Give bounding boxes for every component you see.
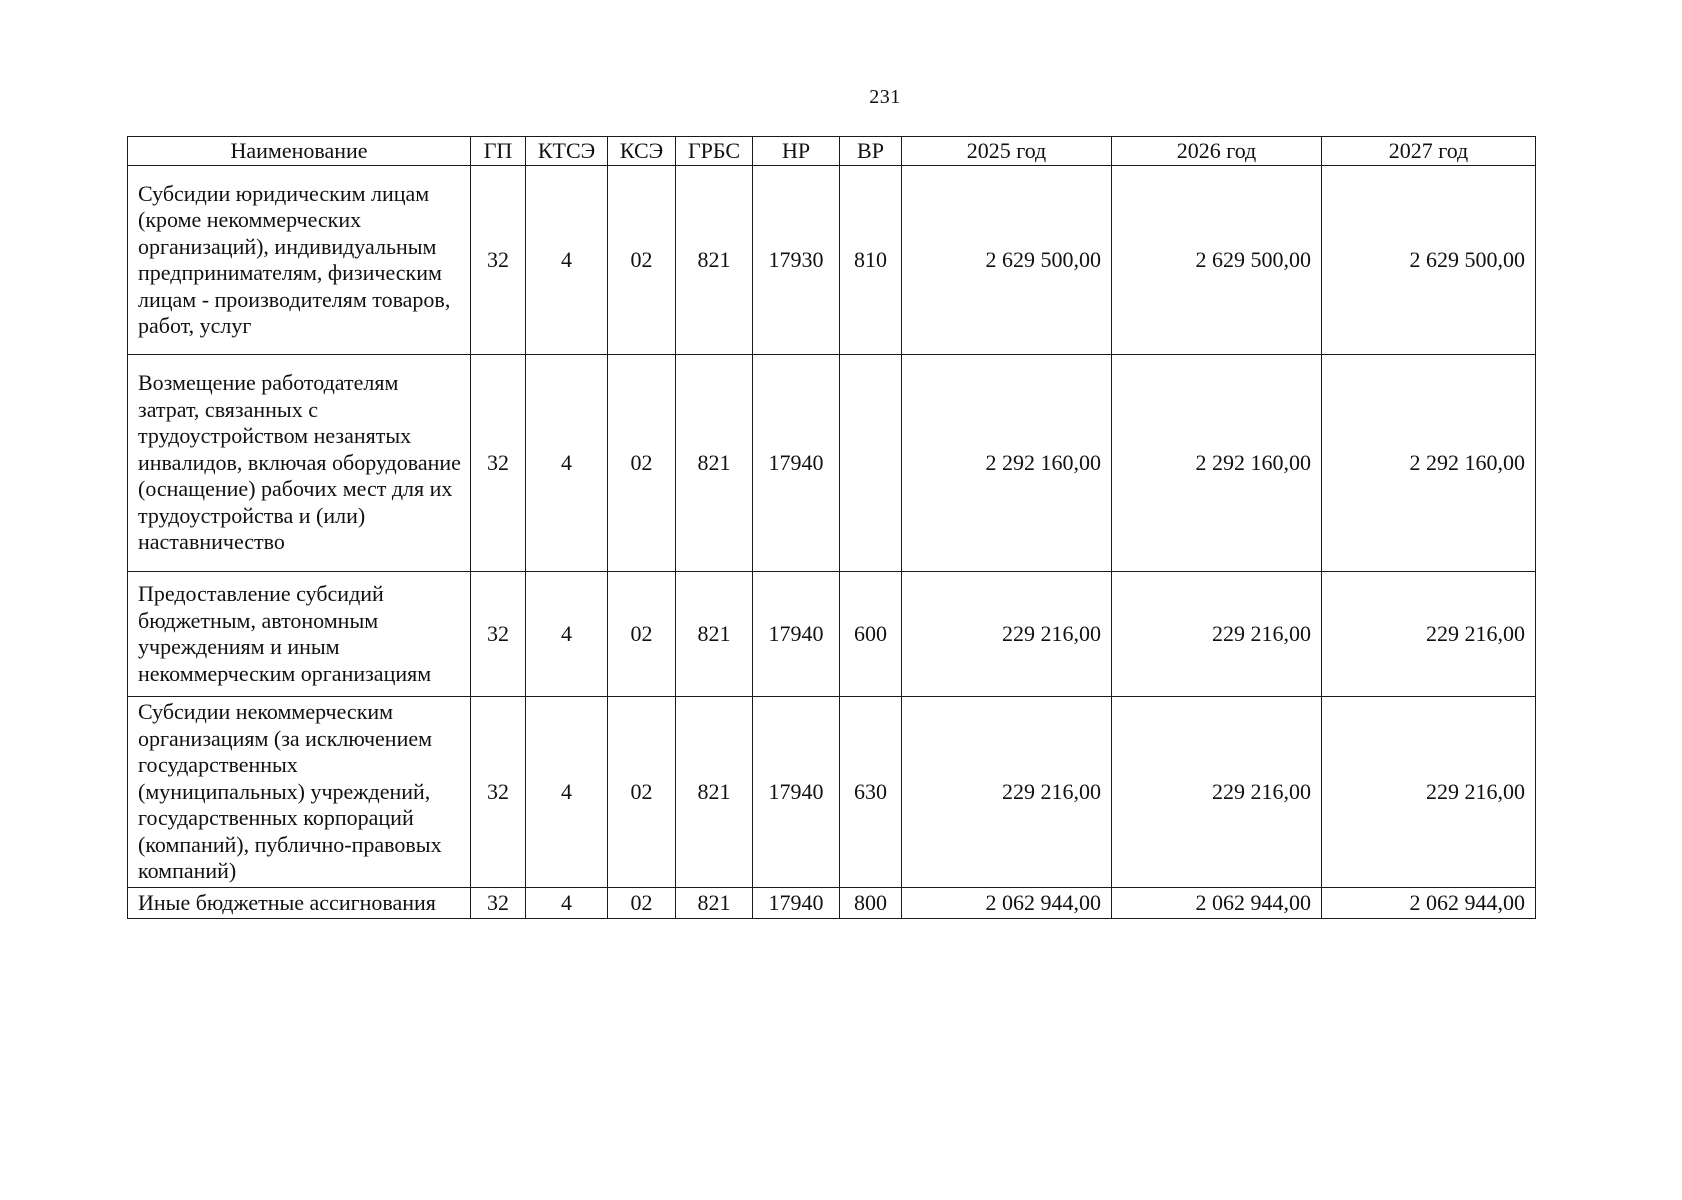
cell-2027: 229 216,00 xyxy=(1322,697,1536,888)
cell-2026: 2 292 160,00 xyxy=(1112,355,1322,572)
table-row xyxy=(128,166,1536,355)
cell-grbs: 821 xyxy=(676,572,753,697)
header-nr: НР xyxy=(753,137,840,166)
cell-kse: 02 xyxy=(608,166,676,355)
cell-grbs: 821 xyxy=(676,697,753,888)
cell-2026: 229 216,00 xyxy=(1112,572,1322,697)
cell-kse: 02 xyxy=(608,355,676,572)
cell-gp: 32 xyxy=(471,166,526,355)
cell-name: Субсидии некоммерческим организациям (за исключением государственных (муниципальных) учреждений, государственных корпораций (компаний), публично-правовых компаний) xyxy=(128,697,471,888)
cell-2025: 2 292 160,00 xyxy=(902,355,1112,572)
table-row xyxy=(128,697,1536,888)
header-grbs: ГРБС xyxy=(676,137,753,166)
cell-2025: 229 216,00 xyxy=(902,697,1112,888)
cell-gp: 32 xyxy=(471,887,526,918)
cell-ktse: 4 xyxy=(526,697,608,888)
cell-vr: 800 xyxy=(840,887,902,918)
cell-2027: 2 062 944,00 xyxy=(1322,887,1536,918)
header-name: Наименование xyxy=(128,137,471,166)
cell-nr: 17940 xyxy=(753,572,840,697)
cell-nr: 17940 xyxy=(753,355,840,572)
cell-ktse: 4 xyxy=(526,355,608,572)
cell-2026: 2 062 944,00 xyxy=(1112,887,1322,918)
header-row xyxy=(128,137,1536,166)
cell-vr: 630 xyxy=(840,697,902,888)
table-row xyxy=(128,355,1536,572)
budget-table xyxy=(127,136,1536,919)
header-2027: 2027 год xyxy=(1322,137,1536,166)
cell-name: Иные бюджетные ассигнования xyxy=(128,887,471,918)
cell-gp: 32 xyxy=(471,355,526,572)
header-vr: ВР xyxy=(840,137,902,166)
cell-2026: 229 216,00 xyxy=(1112,697,1322,888)
cell-grbs: 821 xyxy=(676,887,753,918)
cell-vr: 810 xyxy=(840,166,902,355)
header-kse: КСЭ xyxy=(608,137,676,166)
cell-gp: 32 xyxy=(471,697,526,888)
cell-vr xyxy=(840,355,902,572)
cell-2026: 2 629 500,00 xyxy=(1112,166,1322,355)
cell-nr: 17940 xyxy=(753,887,840,918)
cell-2027: 2 292 160,00 xyxy=(1322,355,1536,572)
cell-vr: 600 xyxy=(840,572,902,697)
header-ktse: КТСЭ xyxy=(526,137,608,166)
cell-grbs: 821 xyxy=(676,166,753,355)
header-2026: 2026 год xyxy=(1112,137,1322,166)
page-number: 231 xyxy=(869,86,901,108)
cell-name: Субсидии юридическим лицам (кроме некоммерческих организаций), индивидуальным предпринимателям, физическим лицам - производителям товаров, работ, услуг xyxy=(128,166,471,355)
cell-grbs: 821 xyxy=(676,355,753,572)
cell-kse: 02 xyxy=(608,887,676,918)
cell-nr: 17940 xyxy=(753,697,840,888)
cell-ktse: 4 xyxy=(526,887,608,918)
cell-2025: 2 062 944,00 xyxy=(902,887,1112,918)
header-2025: 2025 год xyxy=(902,137,1112,166)
cell-2027: 2 629 500,00 xyxy=(1322,166,1536,355)
cell-gp: 32 xyxy=(471,572,526,697)
cell-2025: 2 629 500,00 xyxy=(902,166,1112,355)
header-gp: ГП xyxy=(471,137,526,166)
table-row xyxy=(128,887,1536,918)
cell-kse: 02 xyxy=(608,572,676,697)
cell-name: Возмещение работодателям затрат, связанных с трудоустройством незанятых инвалидов, включая оборудование (оснащение) рабочих мест для их трудоустройства и (или) наставничество xyxy=(128,355,471,572)
cell-ktse: 4 xyxy=(526,166,608,355)
table-row xyxy=(128,572,1536,697)
cell-name: Предоставление субсидий бюджетным, автономным учреждениям и иным некоммерческим организациям xyxy=(128,572,471,697)
cell-2027: 229 216,00 xyxy=(1322,572,1536,697)
cell-ktse: 4 xyxy=(526,572,608,697)
cell-2025: 229 216,00 xyxy=(902,572,1112,697)
cell-kse: 02 xyxy=(608,697,676,888)
cell-nr: 17930 xyxy=(753,166,840,355)
